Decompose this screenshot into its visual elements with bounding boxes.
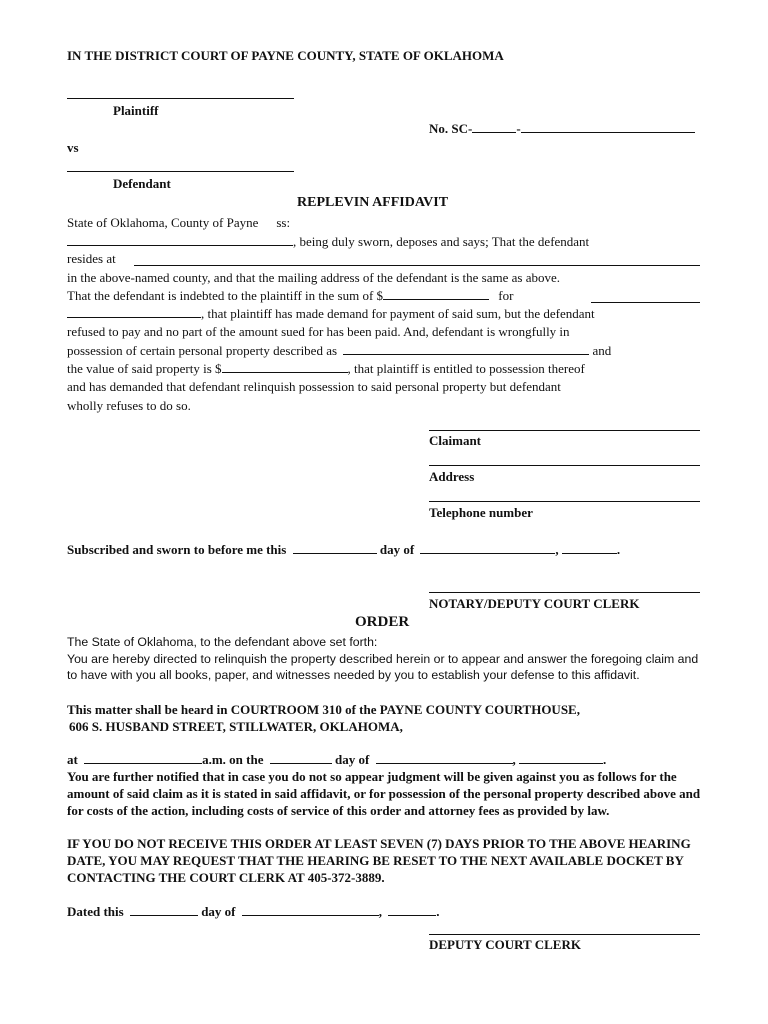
subscribed-day-of: day of bbox=[379, 542, 415, 557]
subscribed-line bbox=[67, 542, 620, 558]
order-title: ORDER bbox=[355, 614, 410, 630]
defendant-signature-line[interactable] bbox=[67, 171, 294, 172]
residence-field[interactable] bbox=[134, 265, 700, 266]
subscribed-text: Subscribed and sworn to before me this bbox=[67, 542, 287, 557]
dated-line bbox=[67, 904, 440, 920]
subscribed-period: . bbox=[616, 542, 621, 557]
hearing-time-field[interactable] bbox=[84, 752, 202, 764]
dated-period: . bbox=[436, 904, 440, 919]
hearing-day-field[interactable] bbox=[270, 752, 332, 764]
sworn-line bbox=[67, 234, 589, 250]
at-label: at bbox=[67, 752, 78, 767]
order-intro bbox=[67, 634, 703, 684]
for-label: for bbox=[498, 288, 514, 303]
claimant-signature-line[interactable] bbox=[429, 430, 700, 431]
telephone-label: Telephone number bbox=[429, 505, 533, 520]
case-no-year-field[interactable] bbox=[472, 121, 516, 133]
ss-label: ss: bbox=[276, 215, 291, 230]
sworn-text: , being duly sworn, deposes and says; That the defendant bbox=[293, 234, 590, 249]
value-line bbox=[67, 361, 585, 377]
dated-month-field[interactable] bbox=[242, 904, 379, 916]
case-no-separator: - bbox=[516, 121, 521, 136]
hearing-year-field[interactable] bbox=[519, 752, 603, 764]
hearing-comma: , bbox=[512, 752, 516, 767]
notary-label: NOTARY/DEPUTY COURT CLERK bbox=[429, 596, 640, 611]
state-line bbox=[67, 215, 290, 231]
am-label: a.m. on the bbox=[202, 752, 264, 767]
dated-text: Dated this bbox=[67, 904, 124, 919]
refused-line: refused to pay and no part of the amount sued for has been paid. And, defendant is wrongfully in bbox=[67, 324, 570, 339]
resides-line bbox=[67, 251, 116, 267]
dated-day-of: day of bbox=[201, 904, 236, 919]
warning-paragraph: IF YOU DO NOT RECEIVE THIS ORDER AT LEAST SEVEN (7) DAYS PRIOR TO THE ABOVE HEARING DATE, YOU MAY REQUEST THAT THE HEARING BE RESET TO THE NEXT AVAILABLE DOCKET BY CONTACTING THE COURT CLERK AT 405-372-3889. bbox=[67, 836, 691, 885]
subscribed-day-field[interactable] bbox=[293, 542, 377, 554]
dated-day-field[interactable] bbox=[130, 904, 198, 916]
affiant-name-field[interactable] bbox=[67, 234, 293, 246]
subscribed-month-field[interactable] bbox=[420, 542, 555, 554]
claimant-label: Claimant bbox=[429, 433, 481, 448]
demand-text: , that plaintiff has made demand for payment of said sum, but the defendant bbox=[201, 306, 595, 321]
dated-comma: , bbox=[378, 904, 383, 919]
defendant-label: Defendant bbox=[113, 176, 171, 191]
case-number-label bbox=[429, 121, 695, 137]
hearing-time-line bbox=[67, 752, 606, 768]
notary-signature-line[interactable] bbox=[429, 592, 700, 593]
notified-paragraph: You are further notified that in case you do not so appear judgment will be given against you as follows for the amount of said claim as it is stated in said affidavit, or for possession of the personal property described above and for costs of the action, including costs of service of this order and attorney fees as provided by law. bbox=[67, 769, 701, 818]
hearing-line1: This matter shall be heard in COURTROOM 310 of the PAYNE COUNTY COURTHOUSE, bbox=[67, 702, 580, 717]
order-line2: You are hereby directed to relinquish the property described herein or to appear and answer the foregoing claim and to have with you all books, paper, and witnesses needed by you to establish your defense to this affidavit. bbox=[67, 651, 699, 682]
value-text: the value of said property is $ bbox=[67, 361, 222, 376]
case-no-prefix: No. SC- bbox=[429, 121, 473, 136]
debt-amount-field[interactable] bbox=[383, 288, 489, 300]
entitled-text: , that plaintiff is entitled to possession thereof bbox=[347, 361, 585, 376]
hearing-month-field[interactable] bbox=[376, 752, 513, 764]
subscribed-year-field[interactable] bbox=[562, 542, 617, 554]
deputy-signature-line[interactable] bbox=[429, 934, 700, 935]
plaintiff-signature-line[interactable] bbox=[67, 98, 294, 99]
indebted-line bbox=[67, 288, 513, 304]
address-label: Address bbox=[429, 469, 475, 484]
state-line-text: State of Oklahoma, County of Payne bbox=[67, 215, 259, 230]
court-header: IN THE DISTRICT COURT OF PAYNE COUNTY, STATE OF OKLAHOMA bbox=[67, 48, 504, 63]
hearing-period: . bbox=[603, 752, 607, 767]
order-line1: The State of Oklahoma, to the defendant above set forth: bbox=[67, 635, 378, 649]
possession-text: possession of certain personal property described as bbox=[67, 343, 338, 358]
plaintiff-label: Plaintiff bbox=[113, 103, 159, 118]
affidavit-title: REPLEVIN AFFIDAVIT bbox=[297, 195, 449, 210]
demand-line bbox=[67, 306, 595, 322]
debt-reason-continued-field[interactable] bbox=[67, 306, 201, 318]
address-line[interactable] bbox=[429, 465, 700, 466]
property-value-field[interactable] bbox=[222, 361, 348, 373]
dated-year-field[interactable] bbox=[388, 904, 436, 916]
telephone-line[interactable] bbox=[429, 501, 700, 502]
possession-line bbox=[67, 343, 611, 359]
subscribed-comma: , bbox=[555, 542, 559, 557]
deputy-label: DEPUTY COURT CLERK bbox=[429, 937, 581, 952]
hearing-day-of: day of bbox=[334, 752, 370, 767]
county-line: in the above-named county, and that the mailing address of the defendant is the same as above. bbox=[67, 270, 560, 285]
vs-label: vs bbox=[67, 140, 79, 155]
property-description-field[interactable] bbox=[343, 343, 589, 355]
and-label: and bbox=[592, 343, 612, 358]
case-no-number-field[interactable] bbox=[521, 121, 695, 133]
resides-at-label: resides at bbox=[67, 251, 116, 266]
debt-reason-field[interactable] bbox=[591, 302, 700, 303]
refuses-line: wholly refuses to do so. bbox=[67, 398, 191, 413]
hearing-line2: 606 S. HUSBAND STREET, STILLWATER, OKLAHOMA, bbox=[69, 719, 403, 734]
demanded-line: and has demanded that defendant relinquish possession to said personal property but defendant bbox=[67, 379, 561, 394]
indebted-text: That the defendant is indebted to the plaintiff in the sum of $ bbox=[67, 288, 384, 303]
